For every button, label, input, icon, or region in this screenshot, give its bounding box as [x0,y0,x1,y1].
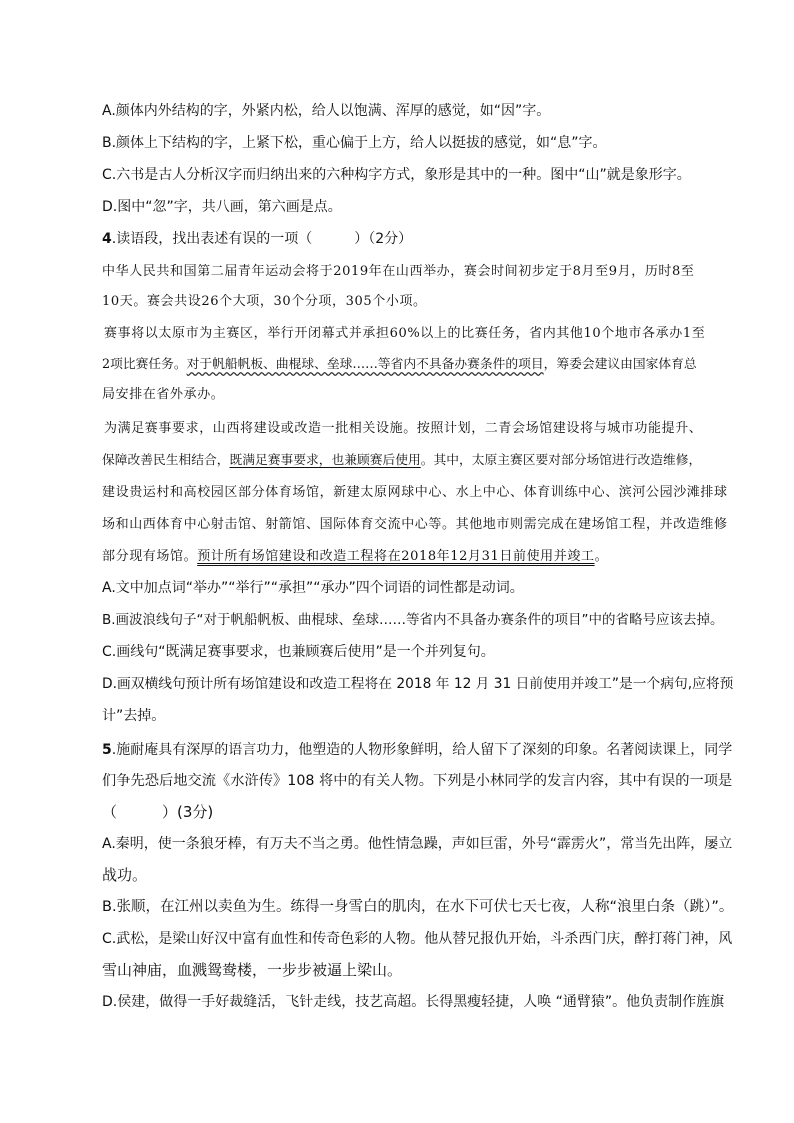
q5-option-c-line2: 雪山神庙，血溅鸳鸯楼，一步步被逼上梁山。 [102,961,403,979]
q3-option-a: A.颜体内外结构的字，外紧内松，给人以饱满、浑厚的感觉，如“因”字。 [102,103,551,119]
q4-passage-p3-line3: 建设贵运村和高校园区部分体育场馆，新建太原网球中心、水上中心、体育训练中心、滨河公园沙滩排球 [102,485,728,500]
q4-option-c: C.画线句“既满足赛事要求，也兼顾赛后使用”是一个并列复句。 [102,644,495,660]
q4-passage-p2-line1: 赛事将以太原市为主赛区，举行开闭幕式并承担60%以上的比赛任务，省内其他10个地市各承办1至 [104,326,706,341]
q4-passage-p3-line1: 为满足赛事要求，山西将建设或改造一批相关设施。按照计划，二青会场馆建设将与城市功能提升、 [104,421,703,436]
q4-passage-p2-line3: 局安排在省外承办。 [102,387,225,402]
q5-option-b: B.张顺，在江州以卖鱼为生。练得一身雪白的肌肉，在水下可伏七天七夜，人称“浪里白条（跳）”。 [102,899,734,915]
p3-line2-start: 保障改善民生相结合， [102,453,230,468]
q5-stem-line3: （ ）(3分) [102,803,214,821]
q4-passage-p3-line2 [102,451,701,471]
q3-option-c: C.六书是古人分析汉字而归纳出来的六种构字方式，象形是其中的一种。图中“山”就是象形字。 [102,167,691,183]
q4-stem [102,229,412,249]
q5-number: 5 [102,742,112,758]
q4-number: 4 [102,231,112,247]
q5-option-a-line1: A.秦明，使一条狼牙棒，有万夫不当之勇。他性情急躁，声如巨雷，外号“霹雳火”，常当先出阵，屡立 [102,836,733,852]
q4-passage-p3-line4: 场和山西体育中心射击馆、射箭馆、国际体育交流中心等。其他地市则需完成在建场馆工程，并改造维修 [102,517,728,532]
q4-option-d-line1: D.画双横线句预计所有场馆建设和改造工程将在 2018 年 12 月 31 日前使用并竣工”是一个病句,应将预 [102,676,734,692]
q4-option-a: A.文中加点词“举办”“举行”“承担”“承办”四个词语的词性都是动词。 [102,580,524,596]
double-underlined-sentence: 预计所有场馆建设和改造工程将在2018年12月31日前使用并竣工 [197,549,595,564]
q5-option-c-line1: C.武松，是梁山好汉中富有血性和传奇色彩的人物。他从替兄报仇开始，斗杀西门庆，醉打蒋门神，风 [102,931,733,947]
q5-option-d-line1: D.侯建，做得一手好裁缝活，飞针走线，技艺高超。长得黑瘦轻捷，人唤 “通臂猿”。他负责制作旌旗 [102,994,725,1010]
q4-passage-p2-line2 [102,355,697,375]
underlined-sentence: 既满足赛事要求，也兼顾赛后使用 [229,453,421,468]
q4-passage-p3-line5 [102,547,608,567]
q4-option-b: B.画波浪线句子“对于帆船帆板、曲棍球、垒球……等省内不具备办赛条件的项目”中的省略号应该去掉。 [102,612,724,628]
q4-stem-text: .读语段，找出表述有误的一项（ ）（2分） [111,231,413,247]
q3-option-b: B.颜体上下结构的字，上紧下松，重心偏于上方，给人以挺拔的感觉，如“息”字。 [102,135,607,151]
q3-option-d: D.图中“忽”字，共八画，第六画是点。 [102,199,342,215]
p2-line2-start: 2项比赛任务。 [102,357,187,372]
q4-passage-p1-line2: 10天。赛会共设26个大项，30个分项，305个小项。 [102,294,427,309]
p3-line5-start: 部分现有场馆。 [102,549,198,564]
q5-stem-line1 [102,740,732,760]
q5-stem-text: .施耐庵具有深厚的语言功力，他塑造的人物形象鲜明，给人留下了深刻的印象。名著阅读课上，同学 [111,742,733,758]
q4-passage-p1-line1: 中华人民共和国第二届青年运动会将于2019年在山西举办，赛会时间初步定于8月至9月，历时8至 [102,264,695,279]
p3-line2-end: 。其中，太原主赛区要对部分场馆进行改造维修， [420,453,702,468]
p3-line5-end: 。 [594,549,609,564]
p2-line2-end: ，筹委会建议由国家体育总 [543,357,697,372]
q5-stem-line2: 们争先恐后地交流《水浒传》108 将中的有关人物。下列是小林同学的发言内容，其中有误的一项是 [102,773,733,789]
q5-option-a-line2: 战功。 [102,866,148,884]
wavy-underlined-sentence: 对于帆船帆板、曲棍球、垒球……等省内不具备办赛条件的项目 [186,357,544,372]
q4-option-d-line2: 计”去掉。 [102,708,166,724]
